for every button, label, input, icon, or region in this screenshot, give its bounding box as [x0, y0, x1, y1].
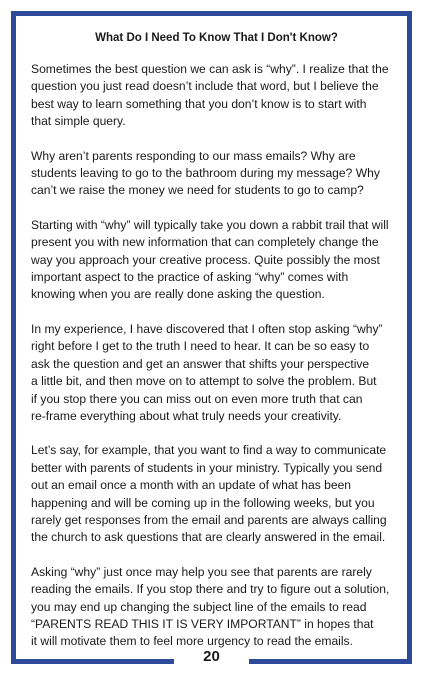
paragraph-2: Why aren’t parents responding to our mass emails? Why are students leaving to go to the bathroom during my message? Why can’t we raise the money we need for students to go to camp? — [31, 148, 380, 198]
page-number: 20 — [203, 648, 220, 665]
paragraph-4: In my experience, I have discovered that I often stop asking “why” right before I get to the truth I need to hear. It can be so easy to ask the question and get an answer that shifts your perspective a little bit, and then move on to attempt to solve the problem. But if you stop there you can miss out on even more truth that can re-frame everything about what truly needs your creativity. — [31, 321, 383, 423]
document-title: What Do I Need To Know That I Don't Know? — [95, 32, 338, 44]
paragraph-3: Starting with “why” will typically take you down a rabbit trail that will present you with new information that can completely change the way you approach your creative process. Quite possibly the most important aspect to the practice of asking “why” comes with knowing when you are really done asking the question. — [31, 217, 389, 302]
paragraph-5: Let’s say, for example, that you want to find a way to communicate better with parents of students in your ministry. Typically you send out an email once a month with an update of what has been happening and will be coming up in the following weeks, but you rarely get responses from the email and parents are always calling the church to ask questions that are clearly answered in the email. — [31, 443, 387, 545]
paragraph-6: Asking “why” just once may help you see that parents are rarely reading the emails. If you stop there and try to figure out a solution, you may end up changing the subject line of the emails to read “PARENTS READ THIS IT IS VERY IMPORTANT” in hopes that it will motivate them to feel more urgency to read the emails. — [31, 564, 390, 649]
paragraph-1: Sometimes the best question we can ask is “why”. I realize that the question you just read doesn’t include that word, but I believe the best way to learn something that you don’t know is to start with that simple query. — [31, 62, 389, 129]
document-body — [31, 30, 402, 668]
